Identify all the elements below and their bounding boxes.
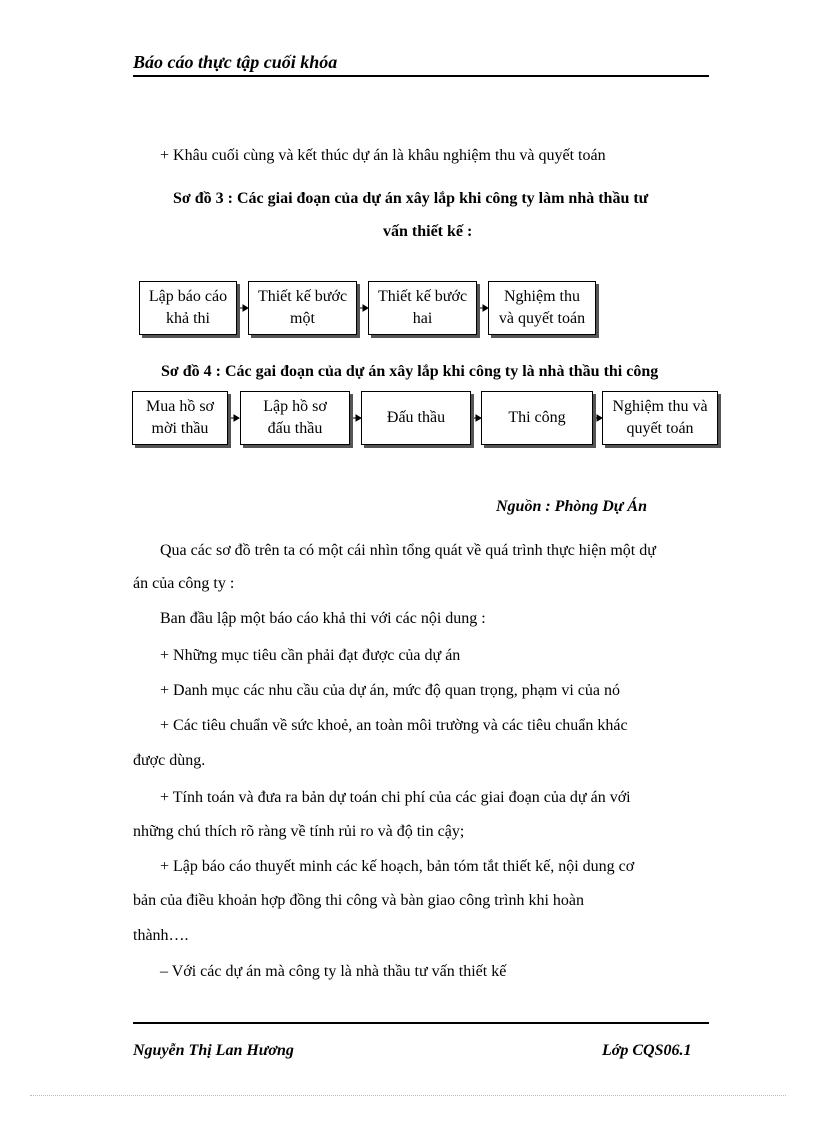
bullet-5-line3: thành…. <box>133 927 189 944</box>
box-text: mời thầu <box>151 420 209 437</box>
page-bottom-divider <box>30 1095 786 1096</box>
box-text: Thiết kế bước <box>377 288 468 305</box>
footer-class: Lớp CQS06.1 <box>602 1042 692 1059</box>
diagram4-title: Sơ đồ 4 : Các gai đoạn của dự án xây lắp khi công ty là nhà thầu thi công <box>161 363 659 380</box>
box-text: Lập hồ sơ <box>263 398 327 415</box>
bullet-4-line1: + Tính toán và đưa ra bản dự toán chi phí của các giai đoạn của dự án với <box>160 789 631 806</box>
box-text: một <box>290 310 315 327</box>
bullet-5-line2: bản của điều khoản hợp đồng thi công và bàn giao công trình khi hoàn <box>133 892 585 909</box>
box-text: và quyết toán <box>498 310 586 327</box>
footer-author: Nguyễn Thị Lan Hương <box>133 1042 294 1059</box>
arrow-icon <box>243 305 248 311</box>
bullet-1: + Những mục tiêu cần phải đạt được của dự án <box>160 647 461 664</box>
box-text: Nghiệm thu <box>503 288 580 305</box>
diagram4-box-4 <box>481 391 593 445</box>
arrow-icon <box>363 305 368 311</box>
diagram4-box-3 <box>361 391 471 445</box>
bullet-2: + Danh mục các nhu cầu của dự án, mức độ quan trọng, phạm vi của nó <box>160 682 620 699</box>
diagram4-box-5 <box>602 391 718 445</box>
box-text: Lập báo cáo <box>148 288 228 305</box>
arrow-icon <box>483 305 488 311</box>
box-text: Đấu thầu <box>386 409 446 426</box>
header-title: Báo cáo thực tập cuối khóa <box>133 52 338 72</box>
diagram3-title-line2: vấn thiết kế : <box>383 223 473 240</box>
arrow-icon <box>234 415 239 421</box>
diagram3-title-line1: Sơ đồ 3 : Các giai đoạn của dự án xây lắp khi công ty làm nhà thầu tư <box>173 190 649 207</box>
box-text: hai <box>412 310 433 327</box>
box-text: Thiết kế bước <box>257 288 348 305</box>
bullet-5-line1: + Lập báo cáo thuyết minh các kế hoạch, bản tóm tắt thiết kế, nội dung cơ <box>160 858 635 875</box>
box-text: Mua hồ sơ <box>145 398 214 415</box>
box-text: quyết toán <box>626 420 694 437</box>
diagram4-box-1 <box>132 391 228 445</box>
diagram4-box-2 <box>240 391 350 445</box>
bullet-3-line2: được dùng. <box>133 752 206 769</box>
paragraph-1-line2: án của công ty : <box>133 575 235 592</box>
box-text: đấu thầu <box>267 420 323 437</box>
box-text: Thi công <box>508 409 566 426</box>
paragraph-2: Ban đầu lập một báo cáo khả thi với các nội dung : <box>160 610 486 627</box>
paragraph-1-line1: Qua các sơ đồ trên ta có một cái nhìn tổng quát về quá trình thực hiện một dự <box>160 542 656 559</box>
bullet-3-line1: + Các tiêu chuẩn về sức khoẻ, an toàn môi trường và các tiêu chuẩn khác <box>160 717 628 734</box>
source-note: Nguồn : Phòng Dự Án <box>496 498 647 515</box>
box-text: Nghiệm thu và <box>612 398 708 415</box>
intro-line: + Khâu cuối cùng và kết thúc dự án là khâu nghiệm thu và quyết toán <box>160 147 606 164</box>
bullet-6: – Với các dự án mà công ty là nhà thầu tư vấn thiết kế <box>160 963 507 980</box>
footer-rule <box>133 1022 709 1024</box>
bullet-4-line2: những chú thích rõ ràng về tính rủi ro và độ tin cậy; <box>133 823 465 840</box>
box-text: khả thi <box>166 310 210 327</box>
